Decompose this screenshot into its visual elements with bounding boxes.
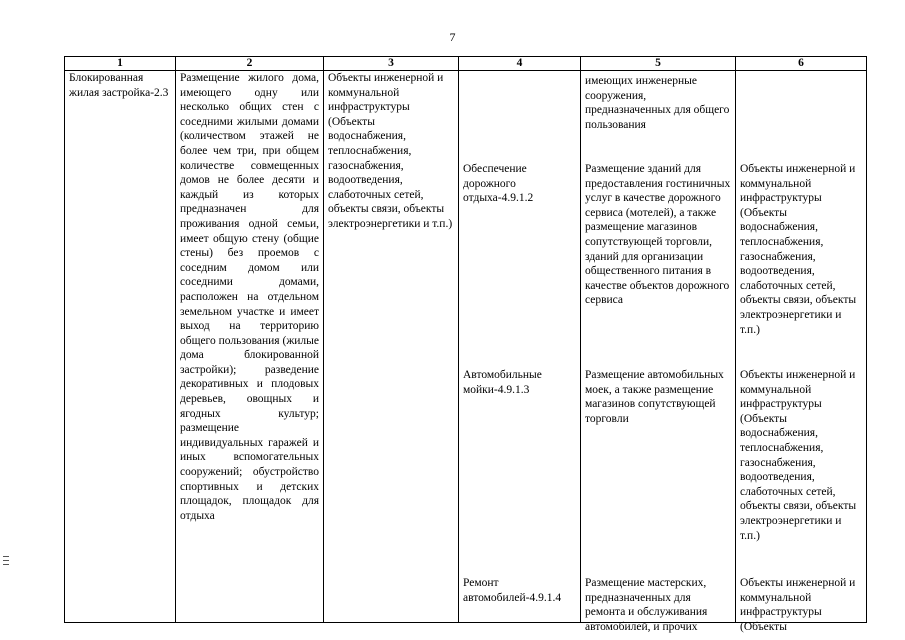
zoning-table	[64, 56, 867, 633]
cell-main-objects	[324, 71, 459, 623]
page-number: 7	[449, 30, 456, 44]
land-use-description: Размещение жилого дома, имеющего одну или несколько общих стен с соседними жилыми домами (количеством этажей не более чем три, при общем количестве совмещенных домов не более десяти и каждый из которых предназначен для проживания одной семьи, имеет общую стену (общие стены) без проемов с соседним домом или соседними домами, расположен на отдельном земельном участке и имеет выход на территорию общего пользования (жилые дома блокированной застройки); разведение декоративных и плодовых деревьев, овощных и ягодных культур; размещение индивидуальных гаражей и иных вспомогательных сооружений; обустройство спортивных и детских площадок, площадок для отдыха	[180, 72, 319, 522]
table-row	[65, 71, 867, 623]
aux-description-car-repair: Размещение мастерских, предназначенных для ремонта и обслуживания автомобилей, и прочих	[585, 577, 708, 633]
aux-use-car-wash: Автомобильные мойки-4.9.1.3	[463, 369, 542, 396]
header-col-1: 1	[65, 57, 176, 71]
aux-objects-car-wash: Объекты инженерной и коммунальной инфраструктуры (Объекты водоснабжения, теплоснабжения, газоснабжения, водоотведения, слаботочных сетей, объекты связи, объекты электроэнергетики и т.п.)	[740, 369, 857, 542]
cell-auxiliary-descriptions	[581, 71, 736, 633]
header-col-6: 6	[736, 57, 867, 71]
header-col-2: 2	[176, 57, 324, 71]
main-objects-text: Объекты инженерной и коммунальной инфраструктуры (Объекты водоснабжения, теплоснабжения, газоснабжения, водоотведения, слаботочных сетей, объекты связи, объекты электроэнергетики и т.п.)	[328, 72, 453, 230]
aux-description-car-wash: Размещение автомобильных моек, а также размещение магазинов сопутствующей торговли	[585, 369, 724, 425]
aux-objects-car-repair: Объекты инженерной и коммунальной инфраструктуры (Объекты	[740, 577, 856, 633]
margin-mark	[3, 556, 9, 582]
cell-auxiliary-uses	[459, 71, 581, 623]
table-header-row	[65, 57, 867, 71]
aux-use-car-repair: Ремонт автомобилей-4.9.1.4	[463, 577, 562, 604]
land-use-name: Блокированная жилая застройка-2.3	[69, 72, 169, 99]
header-col-3: 3	[324, 57, 459, 71]
aux-objects-road-rest: Объекты инженерной и коммунальной инфраструктуры (Объекты водоснабжения, теплоснабжения, газоснабжения, водоотведения, слаботочных сетей, объекты связи, объекты электроэнергетики и т.п.)	[740, 163, 857, 336]
aux-description-road-rest: Размещение зданий для предоставления гостиничных услуг в качестве дорожного сервиса (мотелей), а также размещение магазинов сопутствующей торговли, зданий для организации общественного питания в качестве объектов дорожного сервиса	[585, 163, 731, 307]
cell-land-use-description	[176, 71, 324, 623]
cell-land-use-main	[65, 71, 176, 623]
aux-use-road-rest: Обеспечение дорожного отдыха-4.9.1.2	[463, 163, 534, 205]
continued-description: имеющих инженерные сооружения, предназначенных для общего пользования	[585, 75, 730, 131]
header-col-5: 5	[581, 57, 736, 71]
header-col-4: 4	[459, 57, 581, 71]
cell-auxiliary-objects	[736, 71, 867, 633]
